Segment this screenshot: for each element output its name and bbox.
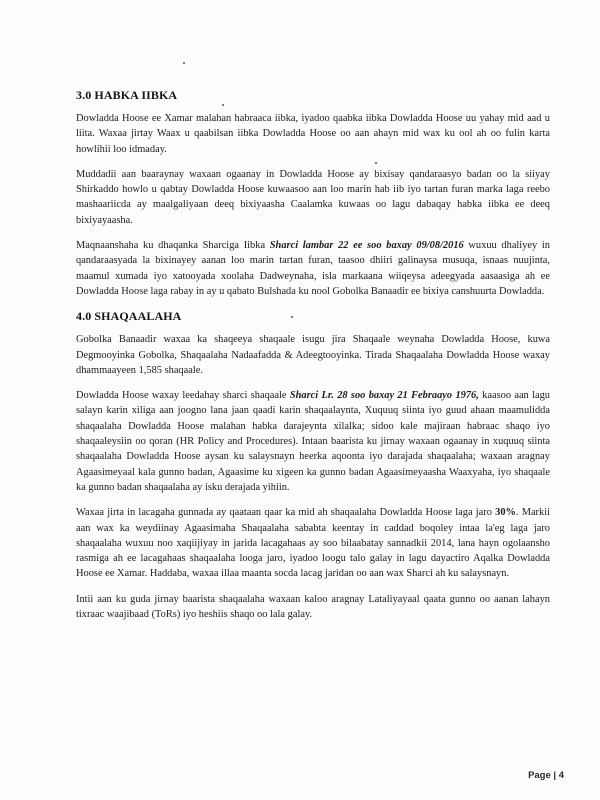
section-heading-habka-iibka: 3.0 HABKA IIBKA xyxy=(76,88,178,102)
text-run: Waxaa jirta in lacagaha gunnada ay qaataan qaar ka mid ah shaqaalaha Dowladda Hoose laga jaro xyxy=(76,507,496,519)
percentage-value: 30% xyxy=(495,507,516,519)
document-body xyxy=(76,88,550,632)
section-heading-shaqaalaha: 4.0 SHAQAALAHA xyxy=(76,309,182,324)
text-run: . Markii aan wax ka weydiinay Agaasimaha Shaqaalaha sababta keentay in caddad boqoley intaa la'eg laga jaro shaqaalaha wuxuu noo xaqiijiyay in jarida lacagahaas ay soo bilaabatay sannadkii 2014, lana hayn ogolaansho rasmiga ah ee lacagahaas shaqaalaha looga jaro, iyadoo loogu talo galay in lagu dayactiro Aqalka Dowladda Hoose ee Xamar. Haddaba, waxaa illaa maanta socda lacag jaridan oo aan wax Sharci ah ku salaysnayn. xyxy=(76,507,550,580)
law-reference: Sharci lambar 22 ee soo baxay 09/08/2016 xyxy=(269,240,464,252)
scan-speck xyxy=(183,62,185,64)
paragraph: Gobolka Banaadir waxaa ka shaqeeya shaqaale isugu jira Shaqaale weynaha Dowladda Hoose, kuwa Degmooyinka Gobolka, Shaqaalaha Nadaafadda & Adeegtooyinka. Tirada Shaqaalaha Dowladda Hoose waxay dhammaayeen 1,585 shaqaale. xyxy=(76,334,550,376)
paragraph xyxy=(76,505,550,581)
text-run: Dowladda Hoose waxay leedahay sharci shaqaale xyxy=(76,390,290,402)
law-reference: Sharci Lr. 28 soo baxay 21 Febraayo 1976, xyxy=(289,390,479,402)
paragraph xyxy=(76,388,550,495)
paragraph: Intii aan ku guda jirnay baarista shaqaalaha waxaan kaloo aragnay Lataliyayaal qaata gunno oo aanan lahayn tixraac waajibaad (ToRs) iyo heshiis shaqo oo lala galay. xyxy=(76,593,550,621)
page-number: Page | 4 xyxy=(528,770,564,781)
text-run: Maqnaanshaha ku dhaqanka Sharciga Iibka xyxy=(76,240,270,252)
paragraph: Muddadii aan baaraynay waxaan ogaanay in Dowladda Hoose ay bixisay qandaraasyo badan oo la siiyay Shirkaddo howlo u qabtay Dowladda Hoose kuwaasoo aan loo marin hab iib iyo tartan furan marka laga reebo mashaariicda ay maalgaliyaan deeq bixiyaasha Caalamka kuwaas oo lagu dabaqay habka iibka ee deeq bixiyayaasha. xyxy=(76,168,550,226)
paragraph xyxy=(76,238,550,299)
text-run: wuxuu dhaliyey in qandaraasyada la bixinayey aanan loo marin tartan furan, taasoo dhiiri galinaysa musuqa, isnaas nuujinta, maamul xumada iyo xatooyada xoolaha Dadweynaha, isla markaana wiiqeysa adeegyada aasaasiga ah ee Dowladda Hoose laga rabay in ay u qabato Bulshada ku nool Gobolka Banaadir ee bixiya canshuurta Dowladda. xyxy=(76,240,550,297)
text-run: kaasoo aan lagu salayn karin xiliga aan joogno lana jaan qaadi karin shaqaalaynta, Xuquuq siinta iyo guud ahaan maamulidda shaqaalaha Dowladda Hoose malahan habka darajeynta xilalka; sidoo kale majiraan habraac shaqo iyo shaqaaleysiin oo qoran (HR Policy and Procedures). Intaan baarista ku jirnay waxaan ogaanay in xuquuq siinta shaqaalaha Dowladda Hoose aysan ku salaysnayn heerka aqoonta iyo darajada shaqaalaha; waxaan aragnay Agaasimeyaal kala gunno badan, Agaasime ku xigeen ka gunno badan Agaasimeyaasha Waaxyaha, iyo shaqaale ka gunno badan shaqaalaha ay isku derajada yihiin. xyxy=(76,390,550,493)
paragraph: Dowladda Hoose ee Xamar malahan habraaca iibka, iyadoo qaabka iibka Dowladda Hoose uu yahay mid aad u liita. Waxaa jirtay Waax u qaabilsan iibka Dowladda Hoose oo aan ahayn mid wax ku ool ah oo fulin karta howlihii loo idmaday. xyxy=(76,113,550,155)
